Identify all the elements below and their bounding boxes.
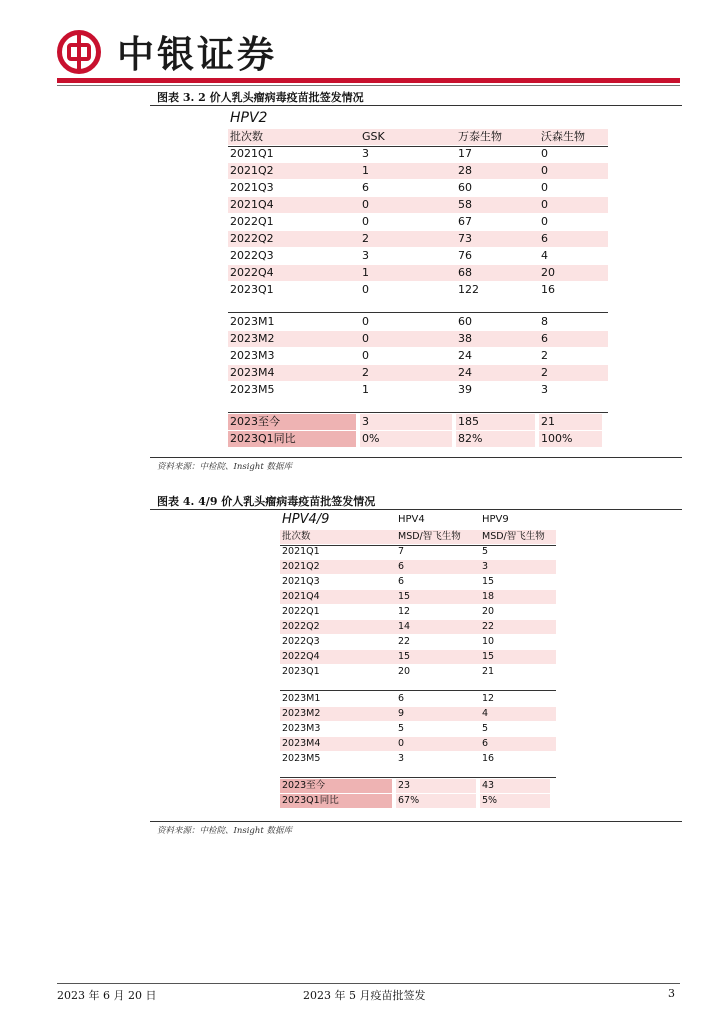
table1-cell: 21 xyxy=(541,415,555,428)
table1-month-row xyxy=(228,365,608,381)
table2-cell: 2021Q3 xyxy=(282,576,320,587)
table2-row-separator xyxy=(280,690,556,691)
table2-cell: 3 xyxy=(482,561,489,572)
table1-bottom-rule xyxy=(150,457,682,458)
table2-data-row xyxy=(280,650,556,664)
table1-cell: 2023Q1同比 xyxy=(230,432,296,445)
table2-cell: 7 xyxy=(398,546,405,557)
table2-cell: 2023Q1 xyxy=(282,666,320,677)
table1-data-row xyxy=(228,265,608,281)
table1-cell: 39 xyxy=(458,383,472,396)
table2-cell: 5 xyxy=(482,546,489,557)
table1-summary-cell-bg xyxy=(360,414,452,430)
footer-date: 2023 年 6 月 20 日 xyxy=(57,989,157,1002)
table1-summary-row xyxy=(228,414,608,430)
table1-month-row xyxy=(228,331,608,347)
table2-caption: 图表 4. 4/9 价人乳头瘤病毒疫苗批签发情况 xyxy=(157,495,376,508)
table1-cell: 58 xyxy=(458,198,472,211)
table1-cell: 2022Q4 xyxy=(230,266,274,279)
table2-data-row xyxy=(280,575,556,589)
header-thin-divider xyxy=(57,85,680,86)
table1-cell: 2022Q2 xyxy=(230,232,274,245)
table2-cell: 20 xyxy=(482,606,495,617)
table2-cell: 15 xyxy=(482,576,495,587)
table1-cell: 1 xyxy=(362,383,369,396)
table2-source: 资料来源：中检院、Insight 数据库 xyxy=(157,826,292,836)
table1-cell: 3 xyxy=(362,147,369,160)
table1-month-row xyxy=(228,348,608,364)
table2-cell: 2023M4 xyxy=(282,738,321,749)
table1-data-row xyxy=(228,214,608,230)
table2-cell: 2022Q4 xyxy=(282,651,320,662)
table2-cell: 批次数 xyxy=(282,531,311,542)
table1-cell: 185 xyxy=(458,415,479,428)
table2-cell: 2023M3 xyxy=(282,723,321,734)
table1-data-row xyxy=(228,197,608,213)
table1-title-row xyxy=(228,108,608,128)
footer-title: 2023 年 5 月疫苗批签发 xyxy=(303,989,426,1002)
table2-data-row xyxy=(280,620,556,634)
page-number: 3 xyxy=(668,987,675,1000)
table1-cell: 76 xyxy=(458,249,472,262)
table2-title: HPV4/9 xyxy=(282,512,330,527)
table1-cell: 73 xyxy=(458,232,472,245)
table2-cell: 23 xyxy=(398,780,411,791)
table2-cell: 2023至今 xyxy=(282,780,326,791)
table1-cell: 24 xyxy=(458,349,472,362)
table2-month-row xyxy=(280,722,556,736)
table2-cell: 15 xyxy=(482,651,495,662)
table1-cell: 2022Q1 xyxy=(230,215,274,228)
table1-cell: 2023M3 xyxy=(230,349,275,362)
table2-cell: 15 xyxy=(398,651,411,662)
table1-cell: 2021Q4 xyxy=(230,198,274,211)
table2-month-row xyxy=(280,752,556,766)
table1-data-row xyxy=(228,180,608,196)
table1-cell: 万泰生物 xyxy=(458,130,502,143)
table1-cell: 0 xyxy=(541,147,548,160)
table1-cell: 3 xyxy=(362,415,369,428)
table2-summary-row xyxy=(280,779,556,793)
table1-row-separator xyxy=(228,412,608,413)
table1-source: 资料来源：中检院、Insight 数据库 xyxy=(157,462,292,472)
table2-month-row xyxy=(280,737,556,751)
table1-cell: 20 xyxy=(541,266,555,279)
table2-cell: 18 xyxy=(482,591,495,602)
table1-cell: 2 xyxy=(362,232,369,245)
table1-cell: 3 xyxy=(362,249,369,262)
table1-cell: 0 xyxy=(362,315,369,328)
table2-top-rule xyxy=(150,509,682,510)
table2-cell: 2023M5 xyxy=(282,753,321,764)
table2-data-row xyxy=(280,560,556,574)
table2-hpv9-header: HPV9 xyxy=(482,514,509,525)
bank-of-china-logo-icon xyxy=(57,30,101,74)
table2-cell: 2021Q1 xyxy=(282,546,320,557)
table1-cell: 2021Q2 xyxy=(230,164,274,177)
table1-cell: 6 xyxy=(541,332,548,345)
table1-cell: 2021Q3 xyxy=(230,181,274,194)
table1-row-separator xyxy=(228,312,608,313)
table1-cell: 100% xyxy=(541,432,573,445)
table2-cell: 6 xyxy=(398,561,405,572)
table1-cell: 60 xyxy=(458,181,472,194)
table1-cell: 3 xyxy=(541,383,548,396)
footer-divider xyxy=(57,983,680,984)
table1-cell: 2021Q1 xyxy=(230,147,274,160)
table1-cell: 批次数 xyxy=(230,130,263,143)
table2-bottom-rule xyxy=(150,821,682,822)
table2-data-row xyxy=(280,590,556,604)
table2-cell: 2023M1 xyxy=(282,693,321,704)
table2-cell: 16 xyxy=(482,753,495,764)
table2-cell: 5% xyxy=(482,795,498,806)
table2-month-row xyxy=(280,692,556,706)
table1-month-row xyxy=(228,314,608,330)
table2-cell: 12 xyxy=(482,693,495,704)
table1-cell: 2023至今 xyxy=(230,415,280,428)
table2-cell: 2023Q1同比 xyxy=(282,795,339,806)
table2-cell: 22 xyxy=(482,621,495,632)
table1-cell: 4 xyxy=(541,249,548,262)
table2-cell: 9 xyxy=(398,708,405,719)
table2-cell: 5 xyxy=(398,723,405,734)
table1-cell: 0 xyxy=(541,164,548,177)
table2-cell: 21 xyxy=(482,666,495,677)
table1-top-rule xyxy=(150,105,682,106)
table2-cell: 2022Q1 xyxy=(282,606,320,617)
table2-cell: 14 xyxy=(398,621,411,632)
table1-cell: 2 xyxy=(362,366,369,379)
table1-data-row xyxy=(228,282,608,298)
table2-cell: 2021Q4 xyxy=(282,591,320,602)
table1-cell: 2023M2 xyxy=(230,332,275,345)
table2-summary-row xyxy=(280,794,556,808)
table1-cell: 8 xyxy=(541,315,548,328)
table2-row-separator xyxy=(280,777,556,778)
table1-cell: 16 xyxy=(541,283,555,296)
table2-cell: 10 xyxy=(482,636,495,647)
table2-data-row xyxy=(280,635,556,649)
table1-cell: 0 xyxy=(541,198,548,211)
table2-cell: 2022Q2 xyxy=(282,621,320,632)
table1-cell: 1 xyxy=(362,266,369,279)
table2-cell: 6 xyxy=(482,738,489,749)
table2-cell: 2022Q3 xyxy=(282,636,320,647)
table2-cell: 3 xyxy=(398,753,405,764)
table1-cell: 82% xyxy=(458,432,483,445)
table1-cell: 0 xyxy=(541,215,548,228)
table1-cell: 沃森生物 xyxy=(541,130,585,143)
table1-cell: 2 xyxy=(541,349,548,362)
table2-cell: 2023M2 xyxy=(282,708,321,719)
table1-cell: 0% xyxy=(362,432,380,445)
table2-cell: 12 xyxy=(398,606,411,617)
table1-cell: 67 xyxy=(458,215,472,228)
table1-cell: GSK xyxy=(362,130,385,143)
table1-cell: 2022Q3 xyxy=(230,249,274,262)
table1-cell: 6 xyxy=(362,181,369,194)
table2-cell: 4 xyxy=(482,708,489,719)
table2-cell: 15 xyxy=(398,591,411,602)
table1-data-row xyxy=(228,231,608,247)
table2-hpv4-header: HPV4 xyxy=(398,514,425,525)
table1-cell: 6 xyxy=(541,232,548,245)
table1-data-row xyxy=(228,146,608,162)
table2-cell: MSD/智飞生物 xyxy=(482,531,545,542)
table2-cell: 43 xyxy=(482,780,495,791)
table2-data-row xyxy=(280,545,556,559)
table1-summary-row xyxy=(228,431,608,447)
table1-cell: 0 xyxy=(362,198,369,211)
table1-header-row xyxy=(228,129,608,145)
table1-cell: 2 xyxy=(541,366,548,379)
header-divider xyxy=(57,78,680,83)
table2-cell: 6 xyxy=(398,576,405,587)
table1-cell: 2023M5 xyxy=(230,383,275,396)
table1-data-row xyxy=(228,248,608,264)
table1-cell: 2023Q1 xyxy=(230,283,274,296)
table1-title: HPV2 xyxy=(230,110,268,126)
table1-cell: 38 xyxy=(458,332,472,345)
table1-cell: 17 xyxy=(458,147,472,160)
table1-data-row xyxy=(228,163,608,179)
table1-month-row xyxy=(228,382,608,398)
table1-cell: 0 xyxy=(541,181,548,194)
table2-cell: 67% xyxy=(398,795,420,806)
table1-caption: 图表 3. 2 价人乳头瘤病毒疫苗批签发情况 xyxy=(157,91,364,104)
table2-cell: 2021Q2 xyxy=(282,561,320,572)
table2-cell: 0 xyxy=(398,738,405,749)
table1-cell: 28 xyxy=(458,164,472,177)
table1-cell: 24 xyxy=(458,366,472,379)
table2-cell: 20 xyxy=(398,666,411,677)
table2-data-row xyxy=(280,665,556,679)
table1-cell: 122 xyxy=(458,283,479,296)
table1-cell: 0 xyxy=(362,283,369,296)
table1-cell: 0 xyxy=(362,332,369,345)
table1-cell: 2023M4 xyxy=(230,366,275,379)
table1-cell: 60 xyxy=(458,315,472,328)
table1-cell: 1 xyxy=(362,164,369,177)
table2-data-row xyxy=(280,605,556,619)
table2-title-row xyxy=(280,512,556,528)
table2-header-row xyxy=(280,530,556,544)
table2-cell: 5 xyxy=(482,723,489,734)
table1-cell: 0 xyxy=(362,215,369,228)
table1-cell: 68 xyxy=(458,266,472,279)
table2-month-row xyxy=(280,707,556,721)
table1-cell: 0 xyxy=(362,349,369,362)
brand-name: 中银证券 xyxy=(117,32,277,76)
table2-cell: 22 xyxy=(398,636,411,647)
table2-cell: 6 xyxy=(398,693,405,704)
table2-cell: MSD/智飞生物 xyxy=(398,531,461,542)
table1-cell: 2023M1 xyxy=(230,315,275,328)
